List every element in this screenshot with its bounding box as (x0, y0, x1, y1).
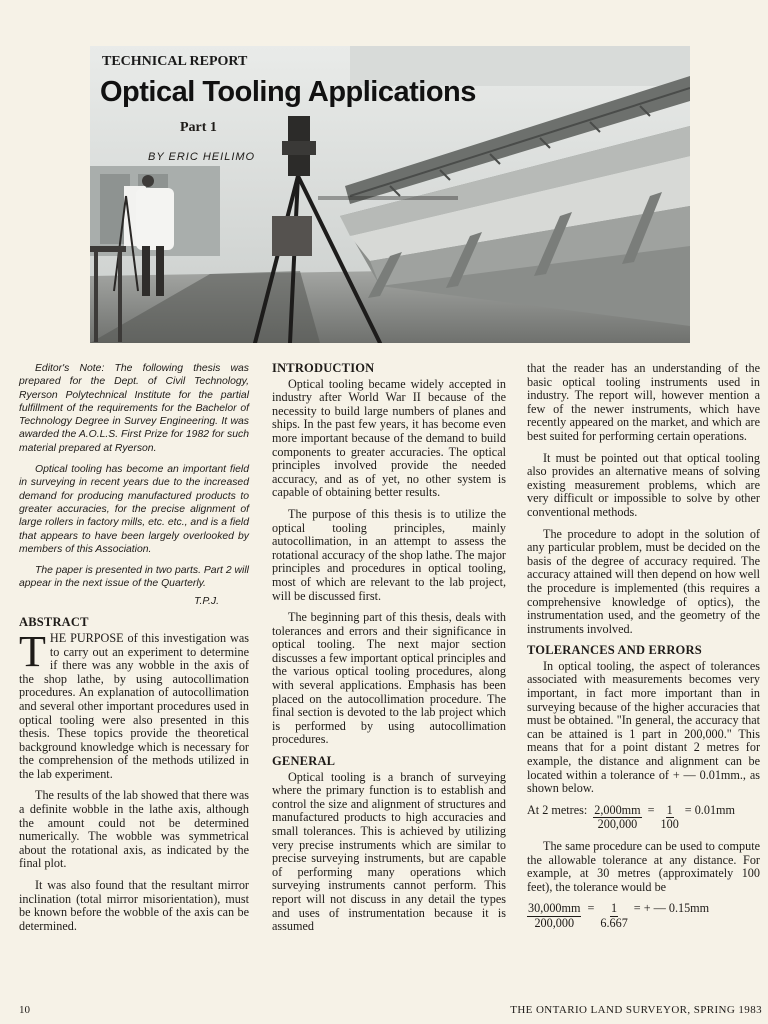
tolerance-equation-2 (527, 902, 760, 930)
editor-note-paragraph: Editor's Note: The following thesis was prepared for the Dept. of Civil Technology, Ryerson Polytechnical Institute for the partial fulfillment of the requirements for the Bachelor of Technology Degree in Survey Engineering. It was awarded the A.O.L.S. First Prize for 1982 for such material prepared at Ryerson. (19, 363, 249, 454)
fraction (661, 804, 679, 832)
column-3 (527, 362, 760, 939)
abstract-paragraph: The results of the lab showed that there was a definite wobble in the lathe axis, although the amount could not be determined numerically. The wobble was symmetrical about the rotational axis, as indicated by the final plot. (19, 788, 249, 871)
fraction (600, 902, 627, 930)
editor-signature: T.P.J. (194, 595, 219, 607)
numerator: 1 (611, 901, 618, 916)
introduction-paragraph: The purpose of this thesis is to utilize the optical tooling principles, mainly autocollimation, in an attempt to assess the rotational accuracy of the shop lathe. The major principles and procedures in optical tooling, most of which are relevant to the lab project, will be discussed first. (272, 506, 506, 603)
equation-lead: At 2 metres: (527, 802, 588, 817)
editor-note (19, 362, 249, 591)
tolerances-paragraph: In optical tooling, the aspect of tolerances associated with measurements becomes very important, in fact more important than in surveying because of the higher accuracies that must be obtained. "In general, the accuracy that can be attained is 1 part in 200,000." This means that for a point distant 2 metres for example, the distance and alignment can be located within a tolerance of + — 0.01mm., as shown below. (527, 658, 760, 796)
general-paragraph: Optical tooling is a branch of surveying where the primary function is to establish and control the size and alignment of structures and manufactured products to high accuracies and small tolerances. This is achieved by utilizing very precise instruments which are similar to precise surveying instruments, but are capable of performing many operations which surveying instruments cannot perform. This report will not discuss in any detail the types and uses of instrumentation because it is assumed (272, 769, 506, 934)
abstract-text: HE PURPOSE of this investigation was to carry out an experiment to determine if there was any wobble in the axis of the shop lathe, by using autocollimation procedures. An explanation of autocollimation and several other important procedures used in optical tooling were also presented in this thesis. These topics provide the theoretical background knowledge which is necessary for the comprehension of the methods utilized in the lab experiment. (19, 630, 249, 781)
equation-result: = + — 0.15mm (633, 901, 710, 916)
denominator: 200,000 (534, 915, 575, 930)
numerator: 30,000mm (528, 901, 581, 916)
section-kicker: TECHNICAL REPORT (102, 54, 248, 69)
body-paragraph: that the reader has an understanding of the basic optical tooling instruments used in industry. The report will, however mention a few of the newer instruments, which have recently appeared on the market, and which are best suited for performing certain operations. (527, 361, 760, 443)
denominator: 6.667 (600, 915, 628, 930)
equals-sign: = (587, 901, 595, 916)
author-byline: BY ERIC HEILIMO (148, 151, 256, 163)
part-label: Part 1 (180, 120, 217, 135)
numerator: 1 (666, 802, 673, 817)
introduction-paragraph: The beginning part of this thesis, deals with tolerances and errors and their significance in optical tooling. The next major section discusses a few important optical principles and the various optical tooling procedures, along with several applications. Emphasis has been placed on the autocollimation procedure. The final section is devoted to the lab project which is performed by using autocollimation procedures. (272, 610, 506, 747)
article-title: Optical Tooling Applications (100, 76, 476, 108)
abstract-paragraph: It was also found that the resultant mirror inclination (total mirror misorientation), must be known before the wobble of the axis can be determined. (19, 878, 249, 933)
tolerances-heading: TOLERANCES AND ERRORS (527, 643, 702, 658)
numerator: 2,000mm (594, 802, 641, 817)
introduction-heading: INTRODUCTION (272, 361, 375, 375)
fraction (527, 902, 581, 930)
column-2 (272, 362, 506, 942)
column-1 (19, 362, 249, 941)
body-paragraph: The procedure to adopt in the solution of any particular problem, must be decided on the basis of the degree of accuracy required. The accuracy attained will then depend on how well the procedure is implemented (this requires a comprehensive knowledge of optics), the instrumentation used, and the geometry of the instruments involved. (527, 526, 760, 636)
editor-note-paragraph: Optical tooling has become an important field in surveying in recent years due to the increased demand for producing manufactured products to greater accuracies, for the precise alignment of large rollers in factory mills, etc. etc., and is a field that appears to have been largely overlooked by members of this Association. (19, 464, 249, 555)
header-photo (90, 46, 690, 343)
fraction (593, 804, 641, 832)
general-heading: GENERAL (272, 754, 336, 769)
abstract-heading: ABSTRACT (19, 615, 89, 630)
drop-cap: T (19, 626, 46, 676)
equation-result: = 0.01mm (684, 802, 736, 817)
editor-note-paragraph: The paper is presented in two parts. Part 2 will appear in the next issue of the Quarterly. (19, 565, 249, 590)
denominator: 100 (660, 817, 679, 832)
introduction-paragraph: Optical tooling became widely accepted in industry after World War II because of the necessity to build large numbers of planes and ships. In the past few years, it has become even more important because of the demand to build components to greater accuracies. The optical principles involved provide the needed accuracy, and as of yet, no other system is capable of obtaining better results. (272, 376, 506, 500)
publication-footer: THE ONTARIO LAND SURVEYOR, SPRING 1983 (510, 1004, 762, 1016)
abstract-paragraph (19, 626, 249, 782)
page-number: 10 (19, 1004, 30, 1016)
tolerances-paragraph: The same procedure can be used to compute the allowable tolerance at any distance. For example, at 30 metres (approximately 100 feet), the tolerance would be (527, 839, 760, 894)
equals-sign: = (647, 802, 655, 817)
body-paragraph: It must be pointed out that optical tooling also provides an alternative means of solving existing measurement problems, which are very difficult or impossible to solve by other conventional methods. (527, 450, 760, 519)
denominator: 200,000 (597, 817, 638, 832)
tolerance-equation-1 (527, 804, 760, 832)
